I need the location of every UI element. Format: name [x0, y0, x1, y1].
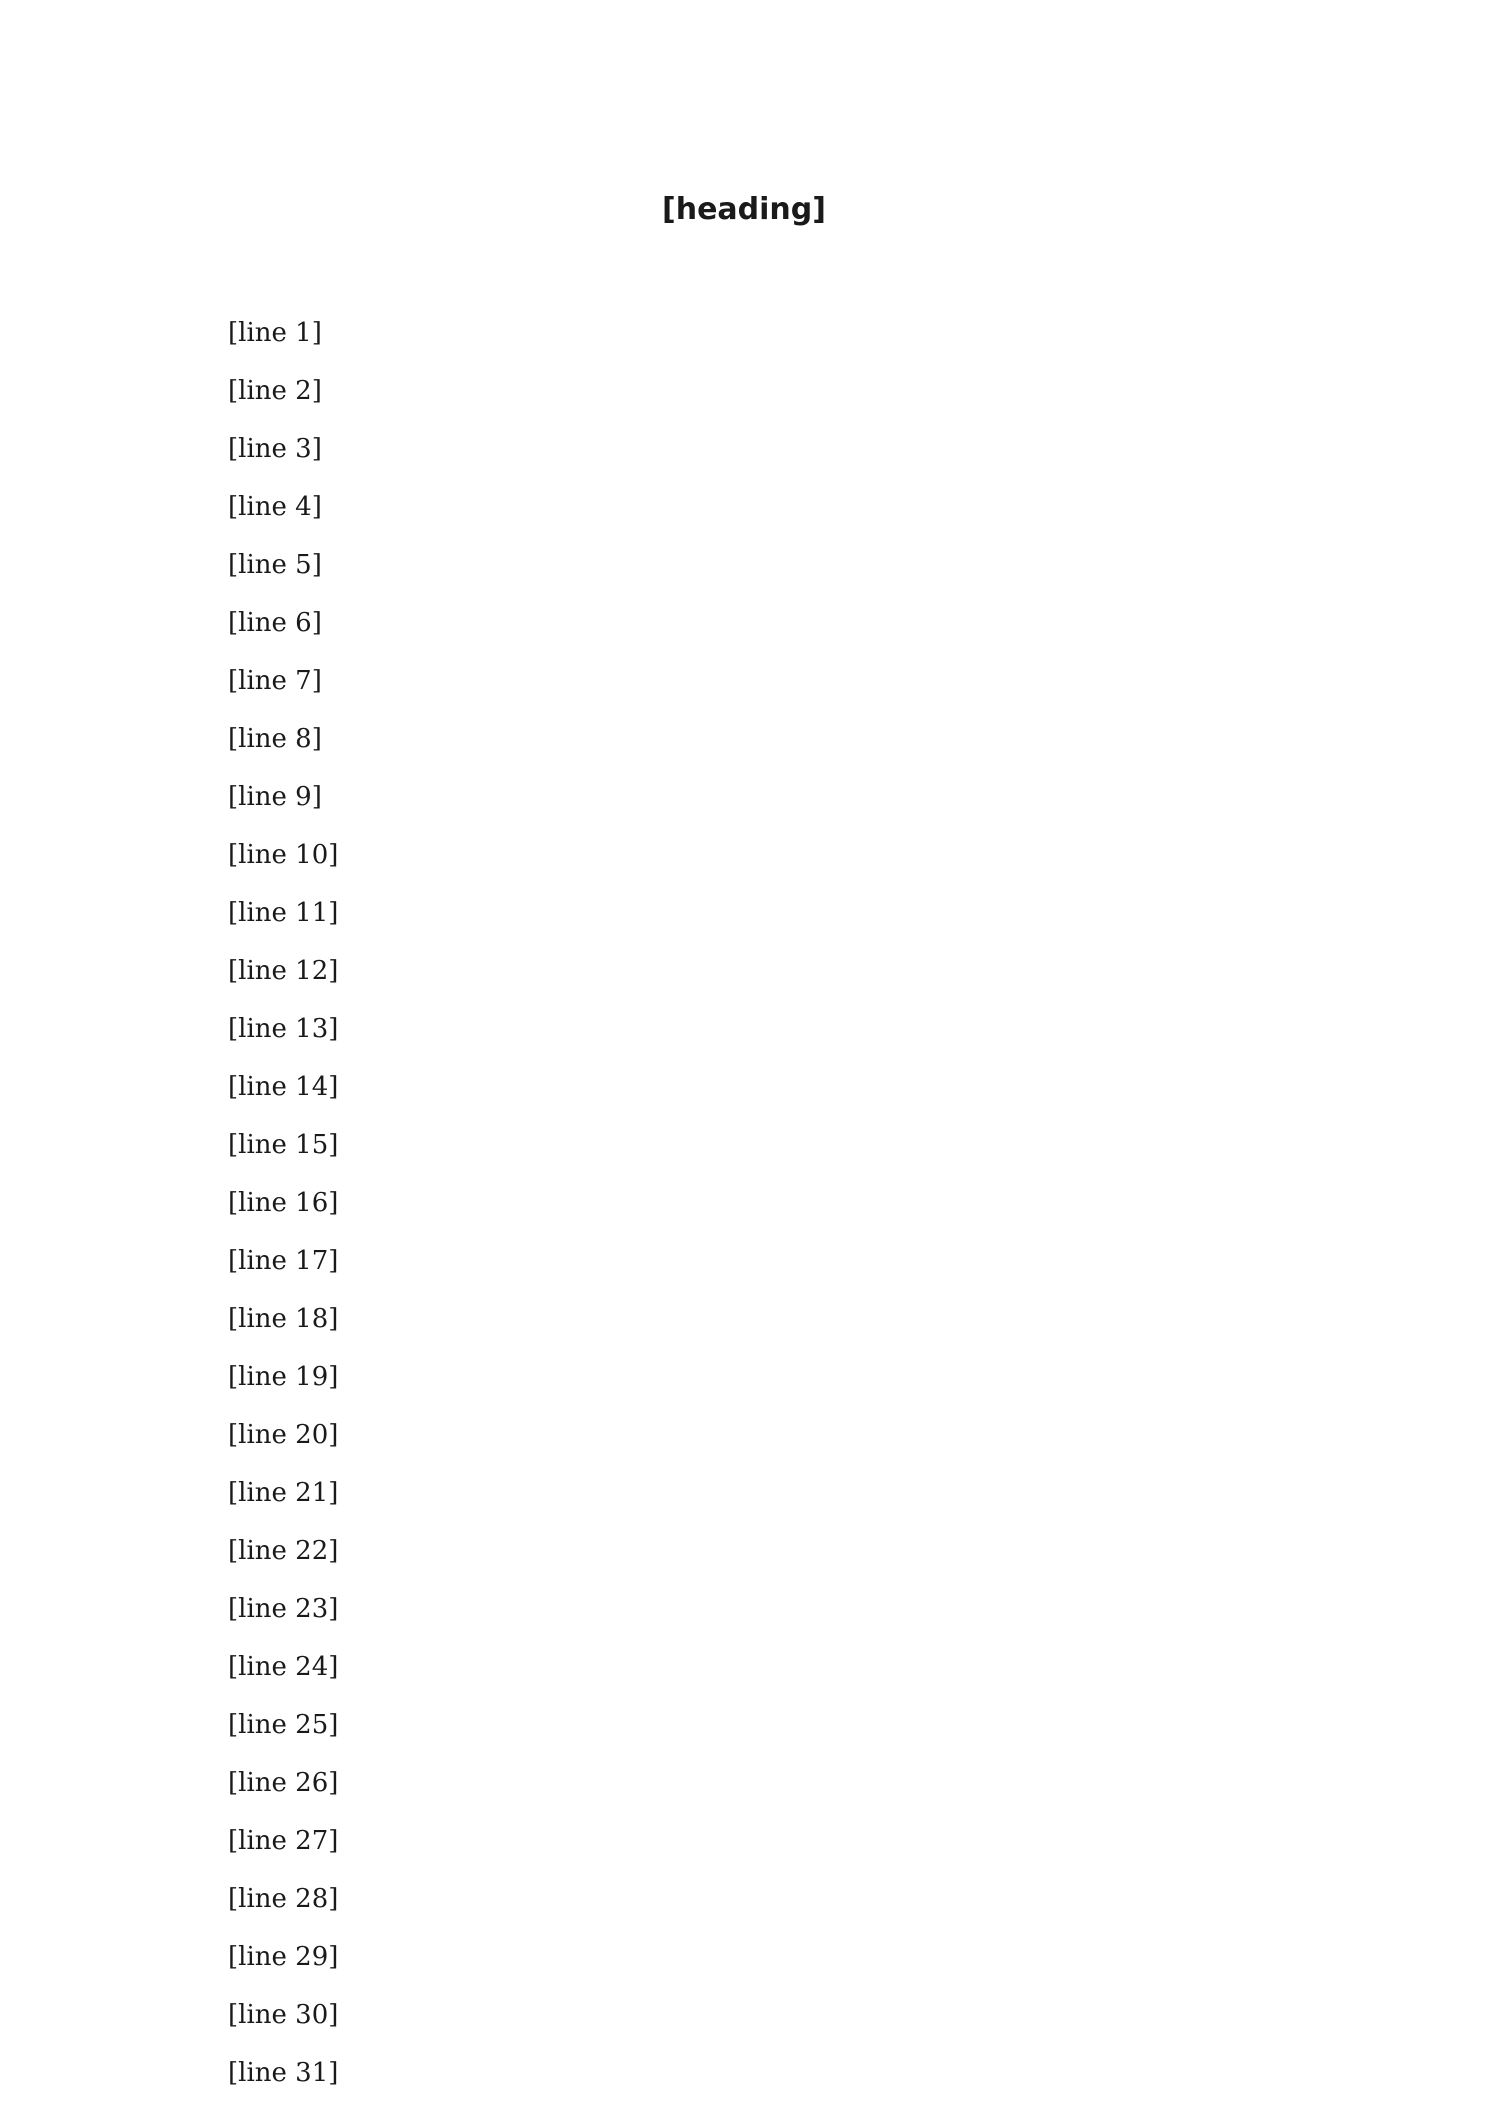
- answer-line: [line 10]: [228, 840, 339, 870]
- answer-line: [line 18]: [228, 1304, 339, 1334]
- answer-line: [line 27]: [228, 1826, 339, 1856]
- answer-line: [line 2]: [228, 376, 322, 406]
- answer-line: [line 25]: [228, 1710, 339, 1740]
- answer-line: [line 28]: [228, 1884, 339, 1914]
- answer-line: [line 3]: [228, 434, 322, 464]
- answer-line: [line 11]: [228, 898, 339, 928]
- answer-line: [line 26]: [228, 1768, 339, 1798]
- answer-line: [line 4]: [228, 492, 322, 522]
- answer-line: [line 8]: [228, 724, 322, 754]
- answer-line: [line 20]: [228, 1420, 339, 1450]
- answer-line: [line 31]: [228, 2058, 339, 2088]
- answer-line: [line 14]: [228, 1072, 339, 1102]
- answer-line: [line 17]: [228, 1246, 339, 1276]
- answer-line: [line 19]: [228, 1362, 339, 1392]
- answer-line: [line 12]: [228, 956, 339, 986]
- answer-line: [line 21]: [228, 1478, 339, 1508]
- answer-line: [line 16]: [228, 1188, 339, 1218]
- answer-line: [line 1]: [228, 318, 322, 348]
- answer-line: [line 30]: [228, 2000, 339, 2030]
- answer-line: [line 15]: [228, 1130, 339, 1160]
- answer-line: [line 7]: [228, 666, 322, 696]
- answer-line: [line 29]: [228, 1942, 339, 1972]
- answer-line: [line 6]: [228, 608, 322, 638]
- answer-line: [line 9]: [228, 782, 322, 812]
- answer-line: [line 23]: [228, 1594, 339, 1624]
- answer-line: [line 24]: [228, 1652, 339, 1682]
- page-title: [heading]: [662, 192, 826, 227]
- answer-line: [line 22]: [228, 1536, 339, 1566]
- answer-line: [line 13]: [228, 1014, 339, 1044]
- answer-line: [line 5]: [228, 550, 322, 580]
